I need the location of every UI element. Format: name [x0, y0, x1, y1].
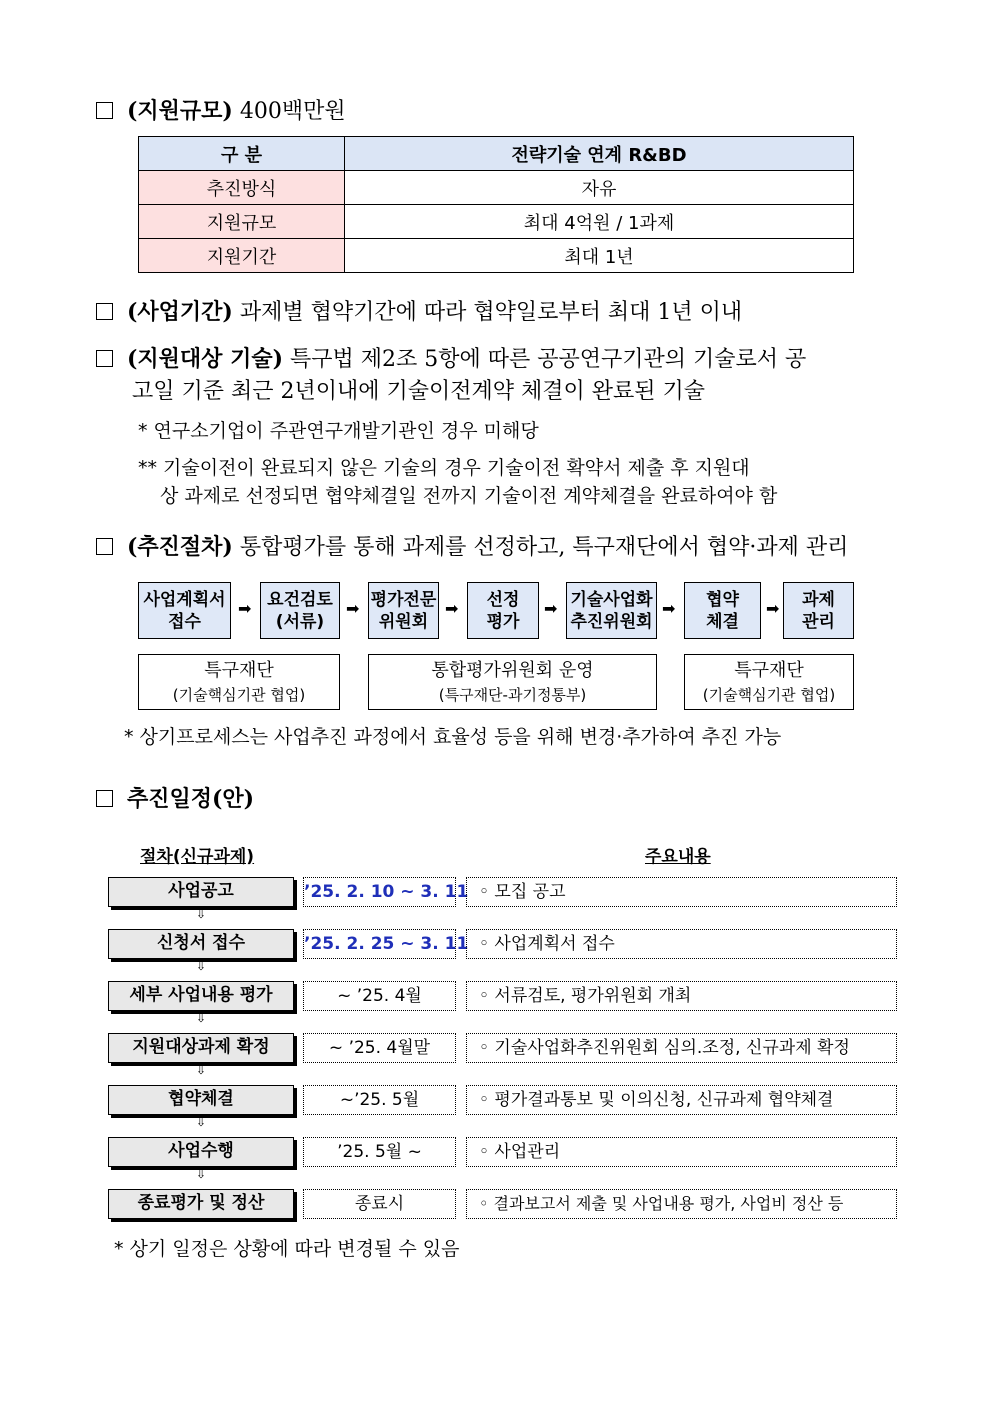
note: ** 기술이전이 완료되지 않은 기술의 경우 기술이전 확약서 제출 후 지원대	[138, 457, 750, 479]
schedule-date: ~ ’25. 4월말	[303, 1033, 456, 1063]
schedule-header-left: 절차(신규과제)	[140, 847, 255, 867]
owner-box: 통합평가위원회 운영 (특구재단-과기정통부)	[368, 654, 657, 710]
down-arrow-icon: ⇩	[196, 1011, 207, 1025]
section-target-tech: (지원대상 기술) 특구법 제2조 5항에 따른 공공연구기관의 기술로서 공	[96, 342, 806, 373]
checkbox-icon	[96, 303, 113, 320]
flow-step: 선정 평가	[467, 582, 539, 639]
flow-step: 요건검토 (서류)	[260, 582, 340, 639]
schedule-desc: ◦ 평가결과통보 및 이의신청, 신규과제 협약체결	[466, 1085, 897, 1115]
table-row: 추진방식 자유	[139, 171, 854, 205]
section-project-period: (사업기간) 과제별 협약기간에 따라 협약일로부터 최대 1년 이내	[96, 295, 742, 326]
schedule-date: ’25. 5월 ~	[303, 1137, 456, 1167]
note: 상 과제로 선정되면 협약체결일 전까지 기술이전 계약체결을 완료하여야 함	[160, 485, 778, 507]
right-arrow-icon: ➡	[662, 599, 676, 618]
owner-box: 특구재단 (기술핵심기관 협업)	[138, 654, 340, 710]
checkbox-icon	[96, 350, 113, 367]
schedule-date: ’25. 2. 25 ~ 3. 11	[303, 929, 456, 959]
checkbox-icon	[96, 538, 113, 555]
schedule-desc: ◦ 서류검토, 평가위원회 개최	[466, 981, 897, 1011]
schedule-desc: ◦ 결과보고서 제출 및 사업내용 평가, 사업비 정산 등	[466, 1189, 897, 1219]
flow-step: 과제 관리	[783, 582, 854, 639]
checkbox-icon	[96, 790, 113, 807]
note: * 상기 일정은 상황에 따라 변경될 수 있음	[114, 1238, 460, 1260]
table-row: 지원규모 최대 4억원 / 1과제	[139, 205, 854, 239]
support-table	[138, 136, 854, 273]
right-arrow-icon: ➡	[238, 599, 252, 618]
schedule-step: 세부 사업내용 평가	[108, 981, 294, 1011]
schedule-date: ’25. 2. 10 ~ 3. 11	[303, 877, 456, 907]
schedule-date: ~’25. 5월	[303, 1085, 456, 1115]
schedule-desc: ◦ 기술사업화추진위원회 심의.조정, 신규과제 확정	[466, 1033, 897, 1063]
right-arrow-icon: ➡	[346, 599, 360, 618]
down-arrow-icon: ⇩	[196, 1063, 207, 1077]
section-target-tech-line2: 고일 기준 최근 2년이내에 기술이전계약 체결이 완료된 기술	[132, 379, 705, 404]
right-arrow-icon: ➡	[766, 599, 780, 618]
note: * 연구소기업이 주관연구개발기관인 경우 미해당	[138, 420, 539, 442]
schedule-desc: ◦ 모집 공고	[466, 877, 897, 907]
table-row: 지원기간 최대 1년	[139, 239, 854, 273]
schedule-step: 종료평가 및 정산	[108, 1189, 294, 1219]
section-procedure: (추진절차) 통합평가를 통해 과제를 선정하고, 특구재단에서 협약·과제 관리	[96, 530, 848, 561]
table-header-row: 구 분 전략기술 연계 R&BD	[139, 137, 854, 171]
down-arrow-icon: ⇩	[196, 959, 207, 973]
schedule-step: 사업공고	[108, 877, 294, 907]
flow-step: 기술사업화 추진위원회	[566, 582, 657, 639]
flow-step: 사업계획서 접수	[138, 582, 231, 639]
schedule-date: ~ ’25. 4월	[303, 981, 456, 1011]
owner-box: 특구재단 (기술핵심기관 협업)	[684, 654, 854, 710]
down-arrow-icon: ⇩	[196, 1115, 207, 1129]
checkbox-icon	[96, 102, 113, 119]
right-arrow-icon: ➡	[445, 599, 459, 618]
section-schedule: 추진일정(안)	[96, 782, 254, 813]
schedule-desc: ◦ 사업계획서 접수	[466, 929, 897, 959]
note: * 상기프로세스는 사업추진 과정에서 효율성 등을 위해 변경·추가하여 추진 가능	[124, 726, 782, 748]
schedule-header-right: 주요내용	[645, 847, 711, 867]
flow-step: 협약 체결	[684, 582, 761, 639]
flow-step: 평가전문 위원회	[368, 582, 439, 639]
schedule-step: 신청서 접수	[108, 929, 294, 959]
schedule-step: 지원대상과제 확정	[108, 1033, 294, 1063]
down-arrow-icon: ⇩	[196, 907, 207, 921]
schedule-step: 협약체결	[108, 1085, 294, 1115]
schedule-desc: ◦ 사업관리	[466, 1137, 897, 1167]
down-arrow-icon: ⇩	[196, 1167, 207, 1181]
right-arrow-icon: ➡	[544, 599, 558, 618]
schedule-step: 사업수행	[108, 1137, 294, 1167]
section-support-scale: (지원규모) 400백만원	[96, 94, 346, 125]
schedule-date: 종료시	[303, 1189, 456, 1219]
